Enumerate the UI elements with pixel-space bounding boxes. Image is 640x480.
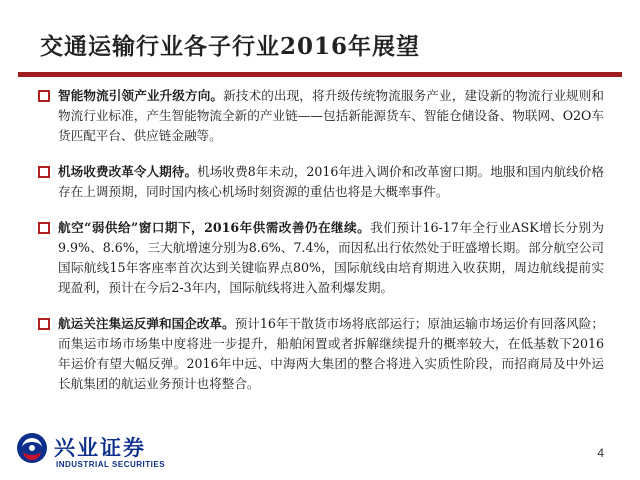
logo-chinese-text: 兴业证券 — [54, 436, 146, 460]
list-item-body: 我们预计16-17年全行业ASK增长分别为9.9%、8.6%，三大航增速分别为8.6%、7.4%，而因私出行依然处于旺盛增长期。部分航空公司国际航线15年客座率首次达到关键临界点80%，国际航线由培育期进入收获期，周边航线提前实现盈利，预计在今后2-3年内，国际航线将进入盈利爆发期。 — [58, 220, 604, 295]
list-item-text — [58, 314, 604, 394]
square-bullet-icon — [38, 90, 50, 102]
square-bullet-icon — [38, 166, 50, 178]
bullet-list — [38, 86, 604, 410]
page-number: 4 — [597, 446, 604, 460]
list-item — [38, 218, 604, 298]
logo-mark-icon — [16, 432, 48, 464]
company-logo — [16, 432, 196, 472]
square-bullet-icon — [38, 222, 50, 234]
list-item-heading: 航运关注集运反弹和国企改革。 — [58, 316, 235, 331]
title-divider — [18, 72, 622, 77]
list-item-text — [58, 162, 604, 202]
square-bullet-icon — [38, 318, 50, 330]
logo-english-text: INDUSTRIAL SECURITIES — [56, 460, 166, 469]
list-item-heading: 机场收费改革令人期待。 — [58, 164, 198, 179]
list-item-text — [58, 218, 604, 298]
list-item-text — [58, 86, 604, 146]
list-item-body: 机场收费8年未动，2016年进入调价和改革窗口期。地服和国内航线价格存在上调预期，同时国内核心机场时刻资源的重估也将是大概率事件。 — [58, 164, 604, 199]
list-item-body: 新技术的出现，将升级传统物流服务产业，建设新的物流行业规则和物流行业标准，产生智能物流全新的产业链——包括新能源货车、智能仓储设备、物联网、O2O车货匹配平台、供应链金融等。 — [58, 88, 605, 143]
list-item-heading: 航空“弱供给”窗口期下，2016年供需改善仍在继续。 — [58, 220, 371, 235]
list-item — [38, 162, 604, 202]
list-item — [38, 86, 604, 146]
list-item-body: 预计16年干散货市场将底部运行；原油运输市场运价有回落风险；而集运市场市场集中度将进一步提升，船舶闲置或者拆解继续提升的概率较大，在低基数下2016年运价有望大幅反弹。2016年中远、中海两大集团的整合将进入实质性阶段，而招商局及中外运长航集团的航运业务预计也将整合。 — [58, 316, 604, 391]
list-item — [38, 314, 604, 394]
list-item-heading: 智能物流引领产业升级方向。 — [58, 88, 224, 103]
page-title: 交通运输行业各子行业2016年展望 — [40, 33, 421, 60]
